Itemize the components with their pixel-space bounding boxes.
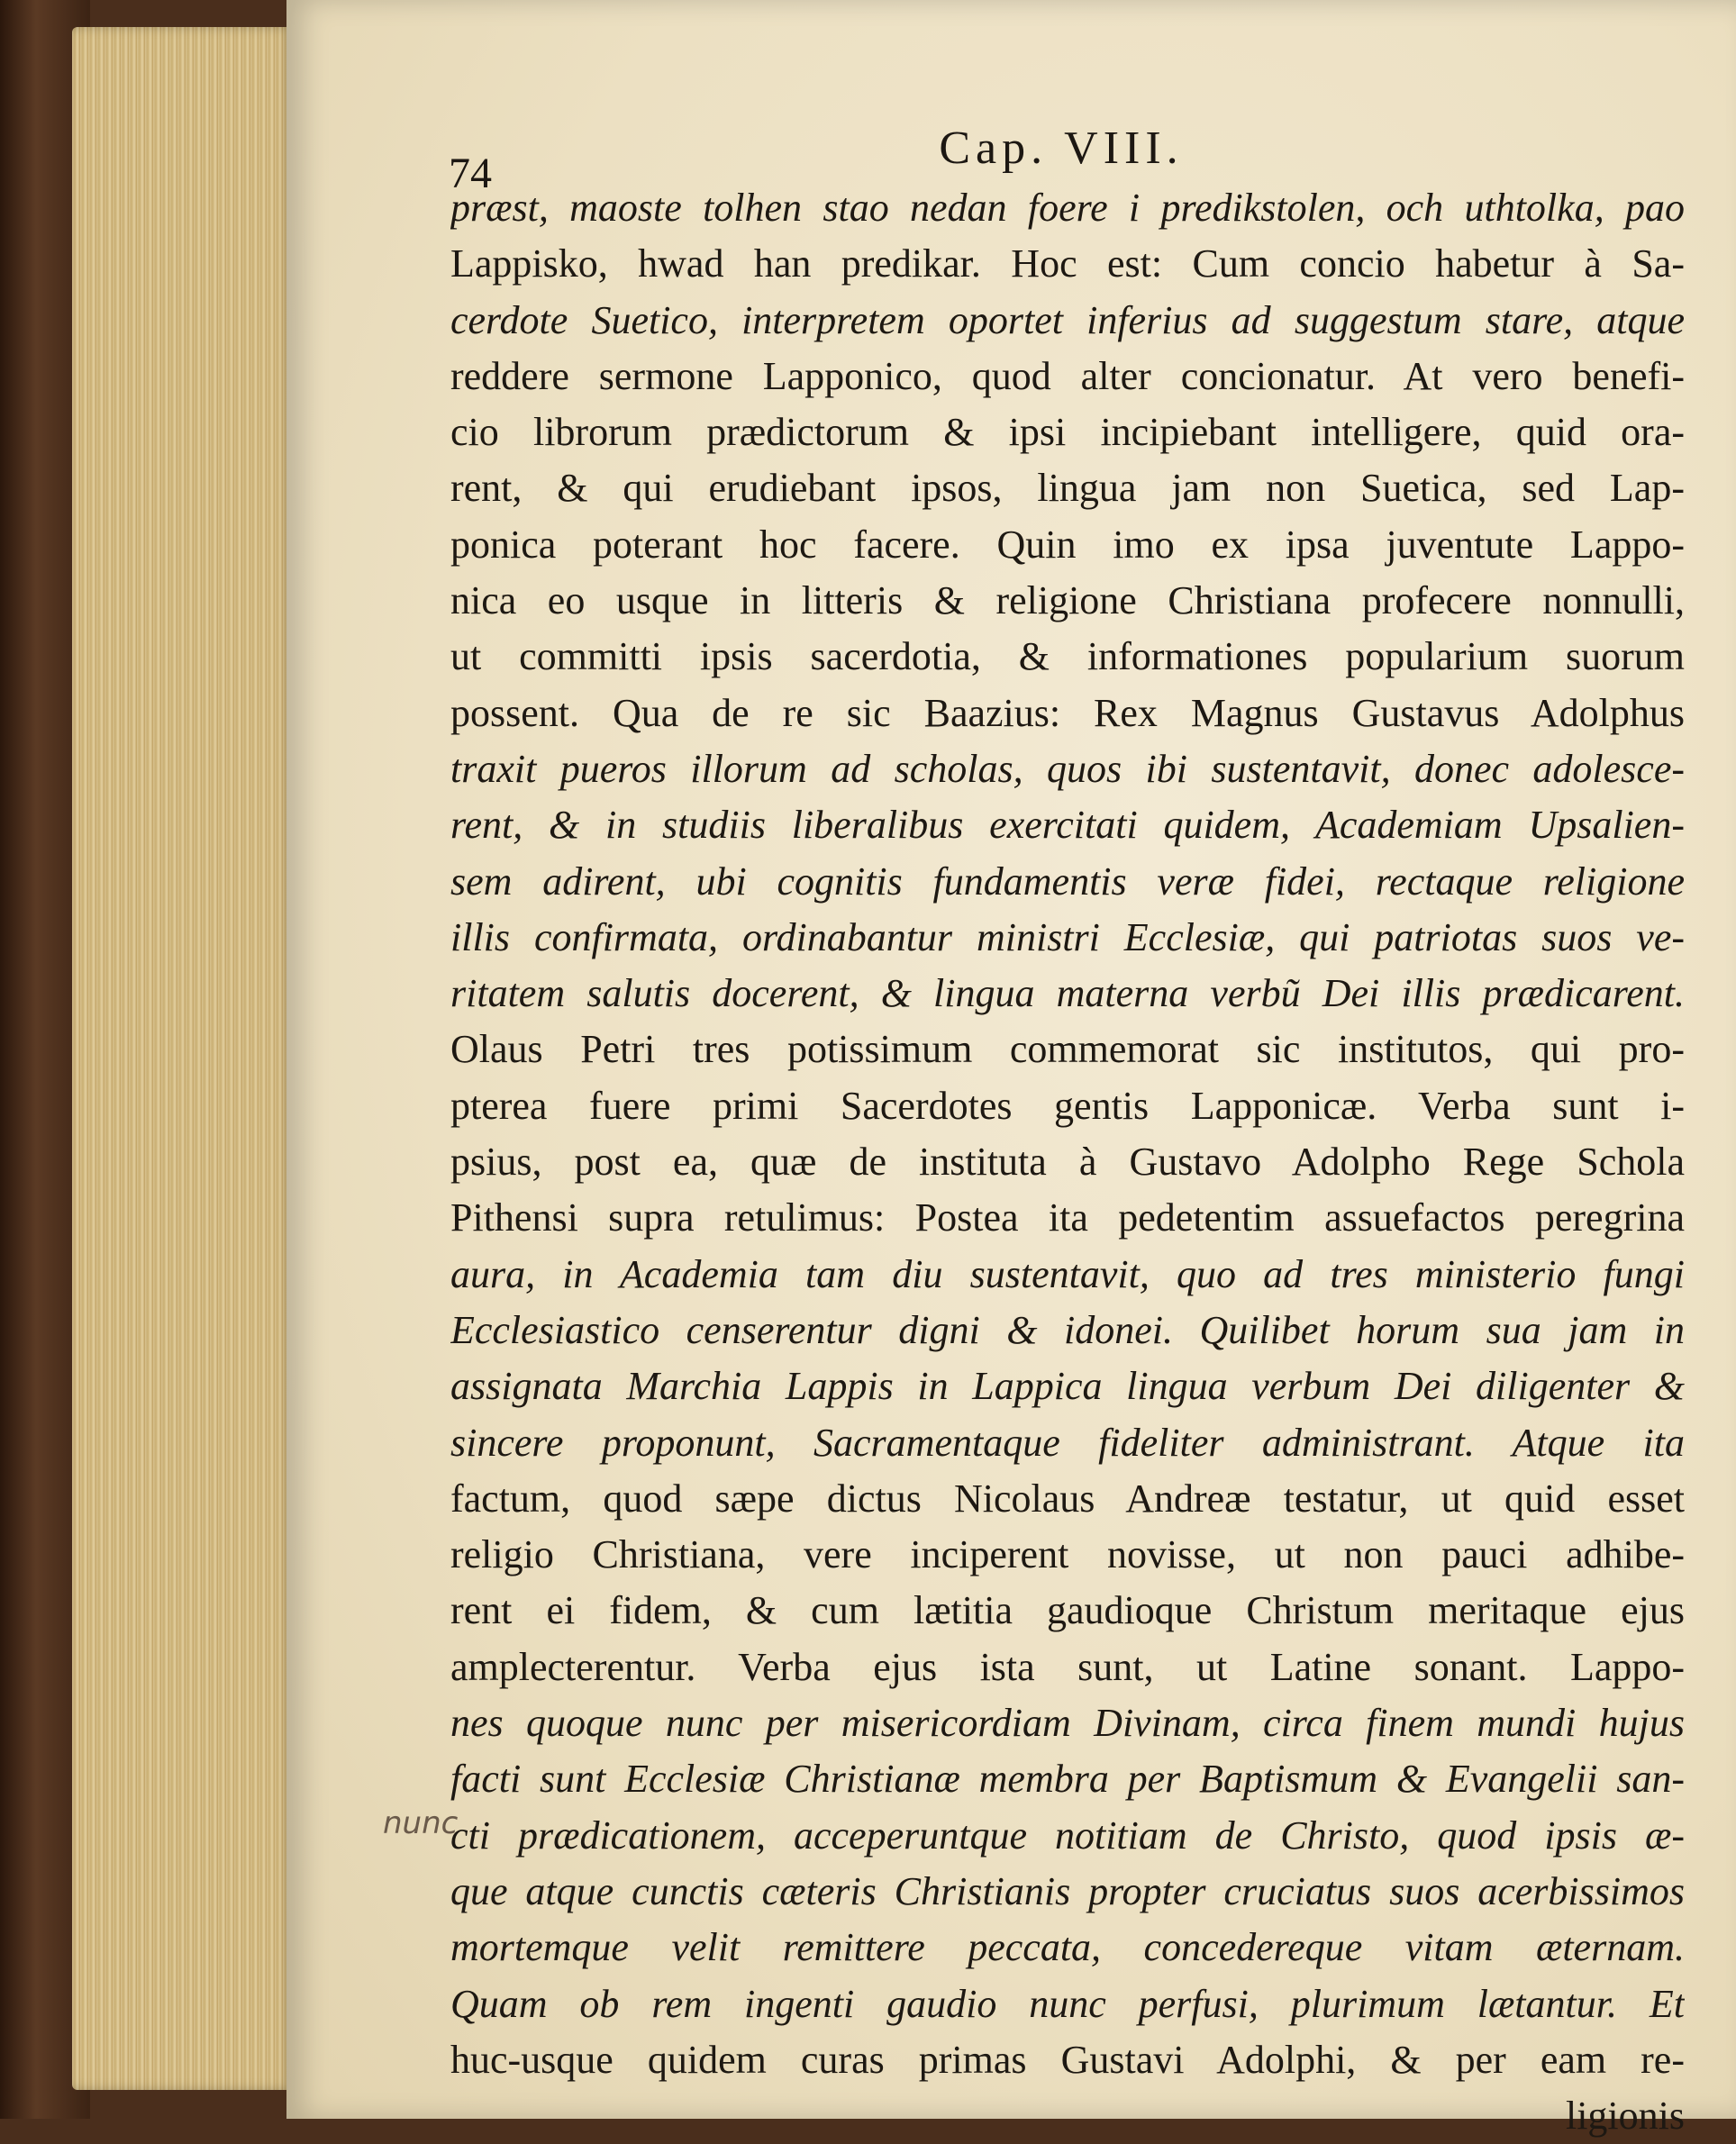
text-line: ponica poterant hoc facere. Quin imo ex ipsa juventute Lappo- — [450, 522, 1685, 567]
text-line: rent ei fidem, & cum lætitia gaudioque Christum meritaque ejus — [450, 1588, 1685, 1633]
text-line: ritatem salutis docerent, & lingua materna verbũ Dei illis prædicarent. — [450, 971, 1685, 1016]
page-block-edges — [72, 27, 293, 2090]
text-line: assignata Marchia Lappis in Lappica lingua verbum Dei diligenter & — [450, 1364, 1685, 1409]
text-line: sincere proponunt, Sacramentaque fideliter administrant. Atque ita — [450, 1420, 1685, 1465]
text-line: nes quoque nunc per misericordiam Divinam, circa finem mundi hujus — [450, 1701, 1685, 1746]
text-line: religio Christiana, vere inciperent novisse, ut non pauci adhibe- — [450, 1532, 1685, 1577]
handwritten-margin-note: nunc — [383, 1805, 459, 1841]
text-line: possent. Qua de re sic Baazius: Rex Magnus Gustavus Adolphus — [450, 690, 1685, 735]
text-line: mortemque velit remittere peccata, concedereque vitam æternam. — [450, 1925, 1685, 1970]
text-line: nica eo usque in litteris & religione Christiana profecere nonnulli, — [450, 578, 1685, 623]
text-line: cerdote Suetico, interpretem oportet inferius ad suggestum stare, atque — [450, 297, 1685, 342]
text-line: pterea fuere primi Sacerdotes gentis Lapponicæ. Verba sunt i- — [450, 1083, 1685, 1128]
text-line: illis confirmata, ordinabantur ministri Ecclesiæ, qui patriotas suos ve- — [450, 914, 1685, 959]
text-line: aura, in Academia tam diu sustentavit, quo ad tres ministerio fungi — [450, 1251, 1685, 1296]
text-line: reddere sermone Lapponico, quod alter concionatur. At vero benefi- — [450, 353, 1685, 398]
text-line: cio librorum prædictorum & ipsi incipiebant intelligere, quid ora- — [450, 410, 1685, 455]
text-line: cti prædicationem, acceperuntque notitiam de Christo, quod ipsis æ- — [450, 1812, 1685, 1858]
text-line: rent, & in studiis liberalibus exercitati quidem, Academiam Upsalien- — [450, 803, 1685, 848]
text-line: psius, post ea, quæ de instituta à Gustavo Adolpho Rege Schola — [450, 1140, 1685, 1185]
book-page — [286, 0, 1736, 2139]
text-line: que atque cunctis cæteris Christianis propter cruciatus suos acerbissimos — [450, 1868, 1685, 1913]
text-line: ut committi ipsis sacerdotia, & informationes popularium suorum — [450, 634, 1685, 679]
page-number: 74 — [449, 150, 492, 197]
text-line: factum, quod sæpe dictus Nicolaus Andreæ testatur, ut quid esset — [450, 1476, 1685, 1521]
body-text — [450, 180, 1685, 2144]
text-line: sem adirent, ubi cognitis fundamentis veræ fidei, rectaque religione — [450, 859, 1685, 904]
text-line: huc-usque quidem curas primas Gustavi Adolphi, & per eam re- — [450, 2037, 1685, 2082]
catchword: ligionis — [1565, 2094, 1685, 2139]
text-line: Ecclesiastico censerentur digni & idonei. Quilibet horum sua jam in — [450, 1307, 1685, 1352]
text-line: facti sunt Ecclesiæ Christianæ membra per Baptismum & Evangelii san- — [450, 1757, 1685, 1802]
text-line: Olaus Petri tres potissimum commemorat sic institutos, qui pro- — [450, 1027, 1685, 1072]
text-line: Pithensi supra retulimus: Postea ita pedetentim assuefactos peregrina — [450, 1195, 1685, 1240]
text-line: Quam ob rem ingenti gaudio nunc perfusi, plurimum lætantur. Et — [450, 1981, 1685, 2026]
text-line: præst, maoste tolhen stao nedan foere i predikstolen, och uthtolka, pao — [450, 186, 1685, 230]
text-line: traxit pueros illorum ad scholas, quos ibi sustentavit, donec adolesce- — [450, 746, 1685, 791]
chapter-title: Cap. VIII. — [939, 123, 1184, 174]
text-line: Lappisko, hwad han predikar. Hoc est: Cum concio habetur à Sa- — [450, 241, 1685, 286]
text-line: amplecterentur. Verba ejus ista sunt, ut Latine sonant. Lappo- — [450, 1644, 1685, 1689]
text-line: rent, & qui erudiebant ipsos, lingua jam non Suetica, sed Lap- — [450, 466, 1685, 511]
